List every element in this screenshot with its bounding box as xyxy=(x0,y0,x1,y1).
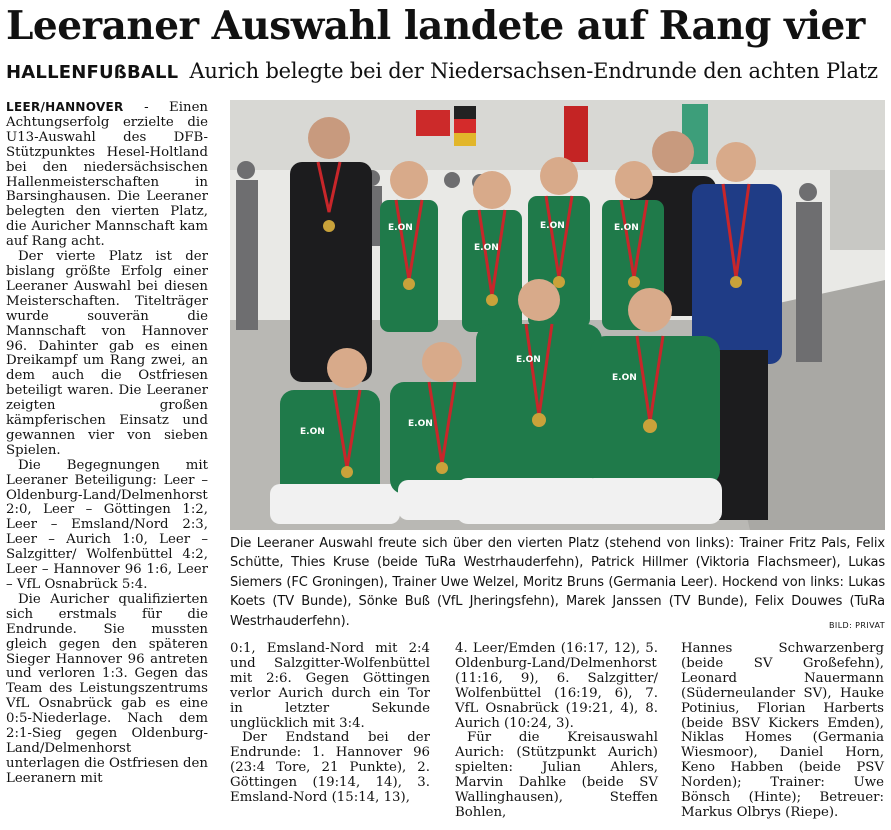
team-photo xyxy=(230,100,885,530)
article-column-2 xyxy=(230,642,430,806)
paragraph: Der vierte Platz ist der bislang größte Erfolg einer Leeraner Auswahl bei diesen Meisterschaften. Titelträger wurde souverän die Mannschaft von Hannover 96. Dahinter gab es einen Dreikampf um Rang zwei, an dem auch die Ostfriesen beteiligt waren. Die Leeraner zeigten großen kämpferischen Einsatz und gewannen vier von sieben Spielen. xyxy=(6,249,208,458)
photo-credit: BILD: PRIVAT xyxy=(829,620,885,630)
svg-text:E.ON: E.ON xyxy=(614,223,639,233)
article-column-1 xyxy=(6,100,208,787)
paragraph: Der Endstand bei der Endrunde: 1. Hannover 96 (23:4 Tore, 21 Punkte), 2. Göttingen (19:14, 14), 3. Emsland-Nord (15:14, 13), xyxy=(230,730,430,806)
lead-paragraph xyxy=(6,100,208,250)
kicker-tag: HALLENFUßBALL xyxy=(6,62,179,83)
article-column-4 xyxy=(681,642,884,821)
article-column-3 xyxy=(455,642,658,821)
kicker-subtitle: Aurich belegte bei der Niedersachsen-Endrunde den achten Platz xyxy=(189,59,878,83)
paragraph: Für die Kreisauswahl Aurich: (Stützpunkt Aurich) spielten: Julian Ahlers, Marvin Dahlke (beide SV Wallinghausen), Steffen Bohlen, xyxy=(455,730,658,820)
kicker xyxy=(6,56,878,88)
paragraph: Die Auricher qualifizierten sich erstmals für die Endrunde. Sie mussten gleich gegen den späteren Sieger Hannover 96 antreten und verloren 1:3. Gegen das Team des Leistungszentrums VfL Osnabrück gab es eine 0:5-Niederlage. Nach dem 2:1-Sieg gegen Oldenburg-Land/Delmenhorst unterlagen die Ostfriesen den Leeranern mit xyxy=(6,591,208,786)
paragraph: Die Begegnungen mit Leeraner Beteiligung: Leer – Oldenburg-Land/Delmenhorst 2:0, Leer – Göttingen 1:2, Leer – Emsland/Nord 2:3, Leer – Aurich 1:0, Leer – Salzgitter/ Wolfenbüttel 4:2, Leer – Hannover 96 1:6, Leer – VfL Osnabrück 5:4. xyxy=(6,457,208,592)
svg-text:E.ON: E.ON xyxy=(388,223,413,233)
svg-text:E.ON: E.ON xyxy=(540,221,565,231)
dateline: LEER/HANNOVER xyxy=(6,100,124,114)
paragraph: 0:1, Emsland-Nord mit 2:4 und Salzgitter-Wolfenbüttel mit 2:6. Gegen Göttingen verlor Aurich durch ein Tor in letzter Sekunde unglücklich mit 3:4. xyxy=(230,641,430,731)
photo-caption xyxy=(230,534,885,635)
paragraph: Hannes Schwarzenberg (beide SV Großefehn), Leonard Nauermann (Süderneulander SV), Hauke Potinius, Florian Harberts (beide BSV Kickers Emden), Niklas Homes (Germania Wiesmoor), Daniel Horn, Keno Habben (beide PSV Norden); Trainer: Uwe Bönsch (Hinte); Betreuer: Markus Olbrys (Riepe). xyxy=(681,641,884,820)
caption-text: Die Leeraner Auswahl freute sich über den vierten Platz (stehend von links): Trainer Fritz Pals, Felix Schütte, Thies Kruse (beide TuRa Westrhauderfehn), Patrick Hillmer (Viktoria Flachsmeer), Lukas Siemers (FC Groningen), Trainer Uwe Welzel, Moritz Bruns (Germania Leer). Hockend von links: Lukas Koets (TV Bunde), Sönke Buß (VfL Jheringsfehn), Marek Janssen (TV Bunde), Felix Douwes (TuRa Westrhauderfehn). xyxy=(230,536,885,629)
headline: Leeraner Auswahl landete auf Rang vier xyxy=(6,3,865,49)
svg-text:E.ON: E.ON xyxy=(474,243,499,253)
svg-text:E.ON: E.ON xyxy=(516,355,541,365)
svg-text:E.ON: E.ON xyxy=(612,373,637,383)
svg-text:E.ON: E.ON xyxy=(408,419,433,429)
team-photo-illustration xyxy=(230,100,885,530)
svg-text:E.ON: E.ON xyxy=(300,427,325,437)
lead-text: - Einen Achtungserfolg erzielte die U13-Auswahl des DFB-Stützpunktes Hesel-Holtland bei den niedersächsischen Hallenmeisterschaften in Barsinghausen. Die Leeraner belegten den vierten Platz, die Auricher Mannschaft kam auf Rang acht. xyxy=(6,100,208,250)
paragraph: 4. Leer/Emden (16:17, 12), 5. Oldenburg-Land/Delmenhorst (11:16, 9), 6. Salzgitter/ Wolfenbüttel (16:19, 6), 7. VfL Osnabrück (19:21, 4), 8. Aurich (10:24, 3). xyxy=(455,641,658,731)
